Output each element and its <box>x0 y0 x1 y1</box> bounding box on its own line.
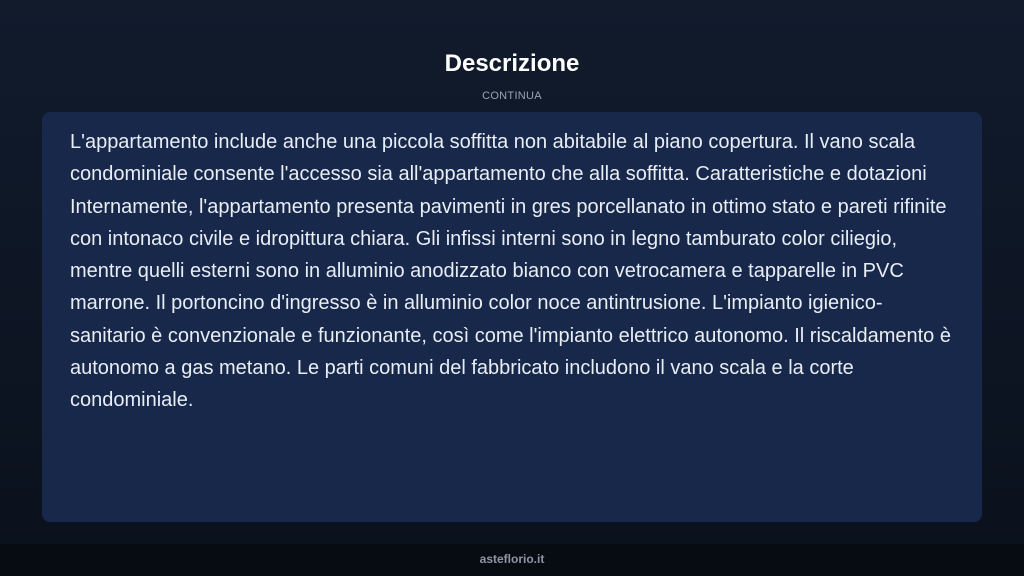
footer-site-label: asteflorio.it <box>479 552 545 566</box>
description-text: L'appartamento include anche una piccola soffitta non abitabile al piano copertura. Il vano scala condominiale consente l'accesso sia all'appartamento che alla soffitta. Caratteristiche e dotazioni Internamente, l'appartamento presenta pavimenti in gres porcellanato in ottimo stato e pareti rifinite con intonaco civile e idropittura chiara. Gli infissi interni sono in legno tamburato color ciliegio, mentre quelli esterni sono in alluminio anodizzato bianco con vetrocamera e tapparelle in PVC marrone. Il portoncino d'ingresso è in alluminio color noce antintrusione. L'impianto igienico-sanitario è convenzionale e funzionante, così come l'impianto elettrico autonomo. Il riscaldamento è autonomo a gas metano. Le parti comuni del fabbricato includono il vano scala e la corte condominiale. <box>70 131 951 412</box>
description-card <box>42 112 982 522</box>
page-title: Descrizione <box>444 50 580 77</box>
continued-label: CONTINUA <box>482 90 542 102</box>
